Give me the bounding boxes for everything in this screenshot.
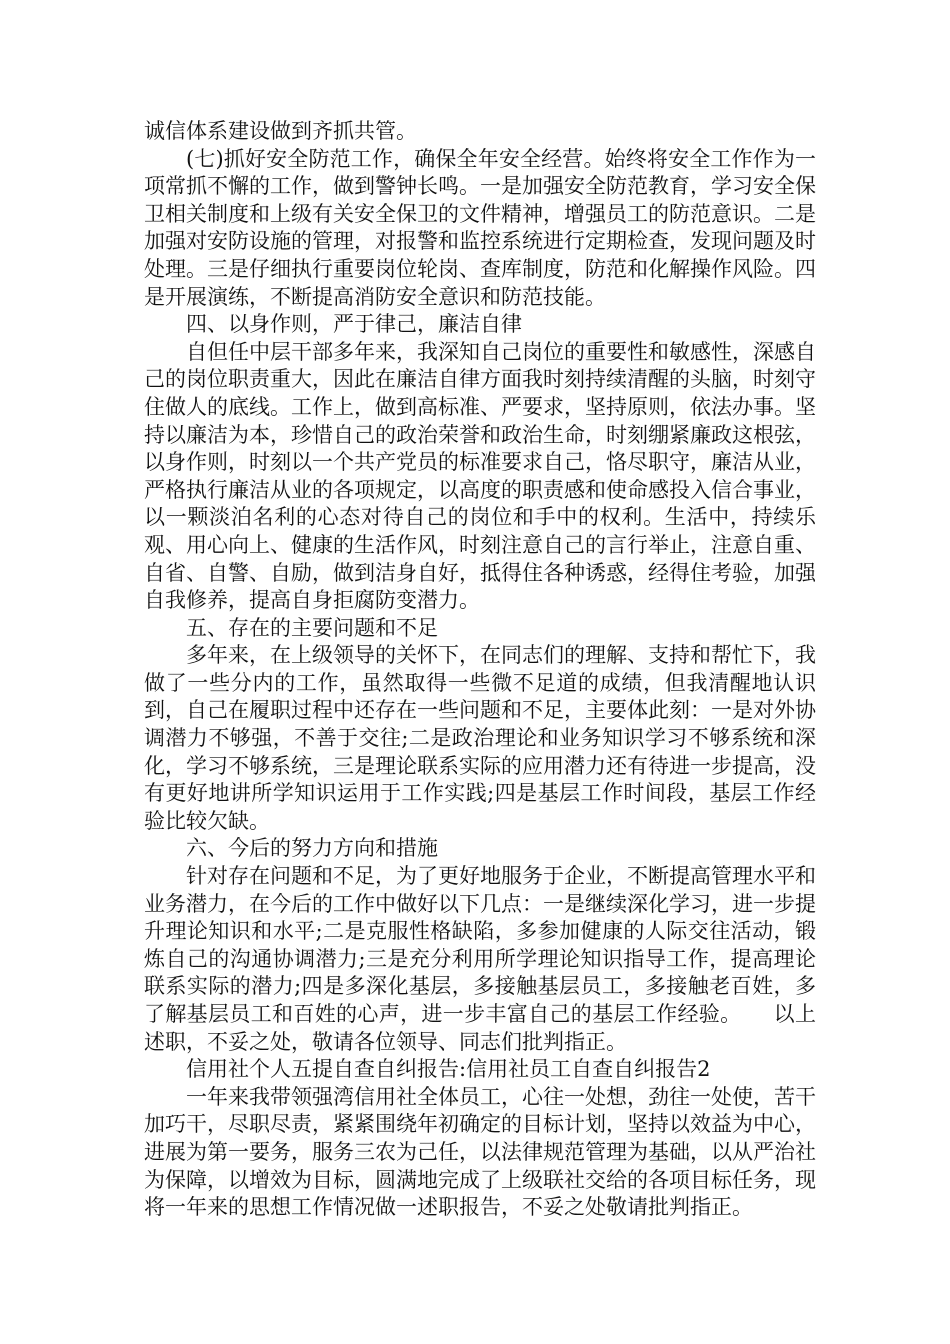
paragraph-integrity: 自但任中层干部多年来，我深知自己岗位的重要性和敏感性，深感自己的岗位职责重大，因此在廉洁自律方面我时刻持续清醒的头脑，时刻守住做人的底线。工作上，做到高标准、严要求，坚持原则，依法办事。坚持以廉洁为本，珍惜自己的政治荣誉和政治生命，时刻绷紧廉政这根弦，以身作则，时刻以一个共产党员的标准要求自己，恪尽职守，廉洁从业，严格执行廉洁从业的各项规定，以高度的职责感和使命感投入信合事业，以一颗淡泊名利的心态对待自己的岗位和手中的权利。生活中，持续乐观、用心向上、健康的生活作风，时刻注意自己的言行举止，注意自重、自省、自警、自励，做到洁身自好，抵得住各种诱惑，经得住考验，加强自我修养，提高自身拒腐防变潜力。 bbox=[144, 339, 816, 613]
section-heading-5: 五、存在的主要问题和不足 bbox=[186, 615, 438, 640]
section-heading-6: 六、今后的努力方向和措施 bbox=[186, 836, 438, 861]
section-heading-4: 四、以身作则，严于律己，廉洁自律 bbox=[186, 312, 522, 337]
paragraph-continuation: 诚信体系建设做到齐抓共管。 bbox=[144, 119, 417, 143]
paragraph-measures: 针对存在问题和不足，为了更好地服务于企业，不断提高管理水平和业务潜力，在今后的工作中做好以下几点：一是继续深化学习，进一步提升理论知识和水平;二是克服性格缺陷，多参加健康的人际交往活动，锻炼自己的沟通协调潜力;三是充分利用所学理论知识指导工作，提高理论联系实际的潜力;四是多深化基层，多接触基层员工，多接触老百姓，多了解基层员工和百姓的心声，进一步丰富自己的基层工作经验。 以上述职，不妥之处，敬请各位领导、同志们批判指正。 bbox=[144, 864, 816, 1054]
paragraph-safety-work: (七)抓好安全防范工作，确保全年安全经营。始终将安全工作作为一项常抓不懈的工作，做到警钟长鸣。一是加强安全防范教育，学习安全保卫相关制度和上级有关安全保卫的文件精神，增强员工的防范意识。二是加强对安防设施的管理，对报警和监控系统进行定期检查，发现问题及时处理。三是仔细执行重要岗位轮岗、查库制度，防范和化解操作风险。四是开展演练，不断提高消防安全意识和防范技能。 bbox=[144, 146, 816, 309]
paragraph-report-intro: 一年来我带领强湾信用社全体员工，心往一处想，劲往一处使，苦干加巧干，尽职尽责，紧紧围绕年初确定的目标计划，坚持以效益为中心，进展为第一要务，服务三农为己任，以法律规范管理为基础，以从严治社为保障，以增效为目标，圆满地完成了上级联社交给的各项目标任务，现将一年来的思想工作情况做一述职报告，不妥之处敬请批判指正。 bbox=[144, 1084, 816, 1220]
report-title-2: 信用社个人五提自查自纠报告:信用社员工自查自纠报告2 bbox=[186, 1057, 711, 1082]
paragraph-problems: 多年来，在上级领导的关怀下，在同志们的理解、支持和帮忙下，我做了一些分内的工作，虽然取得一些微不足道的成绩，但我清醒地认识到，自己在履职过程中还存在一些问题和不足，主要体此刻：一是对外协调潜力不够强，不善于交往;二是政治理论和业务知识学习不够系统和深化，学习不够系统，三是理论联系实际的应用潜力还有待进一步提高，没有更好地讲所学知识运用于工作实践;四是基层工作时间段，基层工作经验比较欠缺。 bbox=[144, 643, 816, 833]
document-page bbox=[144, 118, 816, 1222]
